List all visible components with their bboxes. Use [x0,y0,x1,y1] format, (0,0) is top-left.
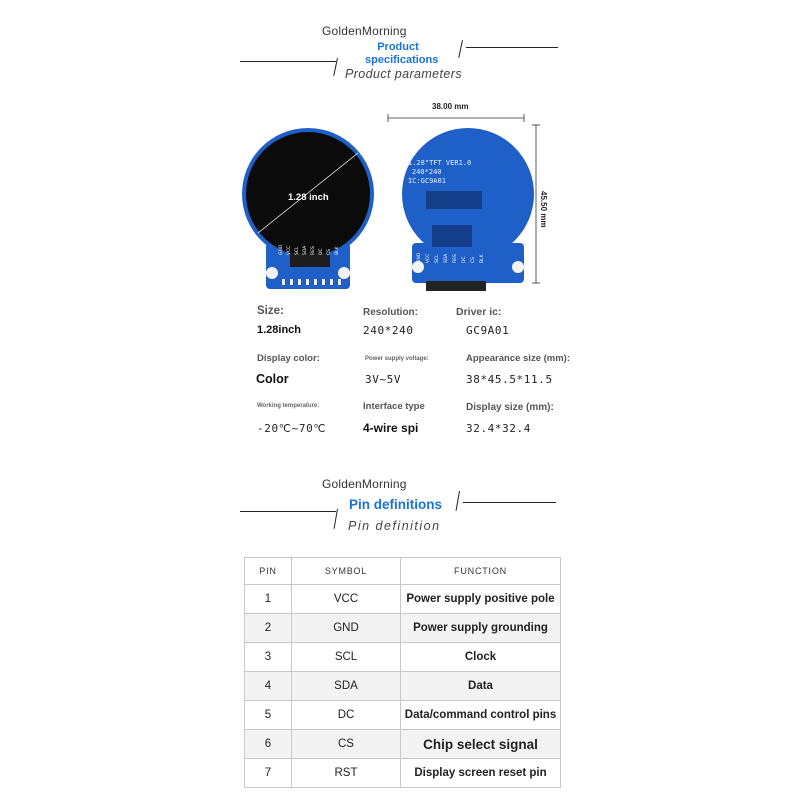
driver-value: GC9A01 [466,324,510,337]
size-value: 1.28inch [257,324,302,336]
divider-left [240,61,336,62]
resolution-label: Resolution: [363,307,418,318]
driver-label: Driver ic: [456,306,502,318]
display-size-value: 32.4*32.4 [466,422,532,435]
pin-number: 3 [245,643,292,672]
table-row [245,701,561,730]
divider-right [466,47,558,48]
pin-symbol: VCC [292,585,401,614]
pin-number: 7 [245,759,292,788]
board-pin-label: GND [417,252,422,263]
board-pin-label: RES [453,254,458,263]
pin-table-header [245,558,561,585]
front-module [242,128,374,289]
table-row [245,614,561,643]
display-size-label: Display size (mm): [466,402,554,413]
table-row [245,759,561,788]
interface-value: 4-wire spi [363,421,419,435]
temp-label: Working temperature: [257,403,320,409]
pin-number: 1 [245,585,292,614]
section-subtitle: Product parameters [345,67,462,81]
pin-function: Display screen reset pin [401,759,561,788]
board-text-2: 240*240 [412,168,442,176]
header-symbol: SYMBOL [292,558,401,585]
product-images [230,95,560,295]
display-color-value: Color [256,372,289,386]
board-pin-label: SDA [303,245,308,255]
board-pin-label: VCC [287,245,292,255]
brand-name: GoldenMorning [322,24,407,38]
table-row [245,672,561,701]
power-value: 3V~5V [365,373,402,386]
slash-right [458,40,463,58]
pin-symbol: RST [292,759,401,788]
resolution-value: 240*240 [363,324,414,337]
section-title-line2: specifications [365,54,439,66]
header-function: FUNCTION [401,558,561,585]
front-size-label: 1.28 inch [288,192,329,203]
pin-number: 6 [245,730,292,759]
back-module [402,128,534,291]
pin-function: Data [401,672,561,701]
appearance-value: 38*45.5*11.5 [466,373,553,386]
power-label: Power supply voltage: [365,356,429,362]
board-pin-label: DC [319,248,324,255]
pin-number: 5 [245,701,292,730]
pin-function: Chip select signal [401,730,561,759]
width-label: 38.00 mm [432,102,469,111]
pin-function: Power supply positive pole [401,585,561,614]
board-pin-label: VCC [426,253,431,263]
pin-divider-right [463,502,556,503]
pin-slash-right [456,491,460,511]
height-label: 45.50 mm [539,191,548,228]
pin-symbol: SDA [292,672,401,701]
board-pin-label: CS [327,249,332,255]
pin-symbol: CS [292,730,401,759]
pin-function: Data/command control pins [401,701,561,730]
pin-symbol: DC [292,701,401,730]
board-pin-label: RES [311,246,316,255]
board-pin-label: DC [462,256,467,263]
board-text-1: 1.28"TFT VER1.0 [408,159,472,167]
section-title-line1: Product [377,41,419,53]
board-pin-label: SDA [444,253,449,263]
board-text-3: IC:GC9A01 [408,177,446,185]
board-pin-label: BLK [335,246,340,255]
board-pin-label: BLK [480,254,485,263]
pin-function: Power supply grounding [401,614,561,643]
interface-label: Interface type [363,401,425,412]
pin-table [244,557,561,788]
appearance-label: Appearance size (mm): [466,353,571,364]
temp-value: -20℃~70℃ [257,422,327,435]
pin-number: 2 [245,614,292,643]
pin-function: Clock [401,643,561,672]
table-row [245,585,561,614]
display-color-label: Display color: [257,353,320,364]
pin-number: 4 [245,672,292,701]
table-row [245,730,561,759]
pin-section-brand: GoldenMorning [322,477,407,491]
pin-divider-left [240,511,336,512]
pin-symbol: SCL [292,643,401,672]
board-pin-label: GND [279,244,284,255]
size-label: Size: [257,305,284,317]
section-title [365,41,439,67]
pin-section-subtitle: Pin definition [348,519,441,533]
table-row [245,643,561,672]
board-pin-label: CS [471,257,476,263]
board-pin-label: SCL [295,246,300,255]
board-pin-label: SCL [435,254,440,263]
pin-symbol: GND [292,614,401,643]
header-pin: PIN [245,558,292,585]
pin-section-title: Pin definitions [349,497,442,512]
